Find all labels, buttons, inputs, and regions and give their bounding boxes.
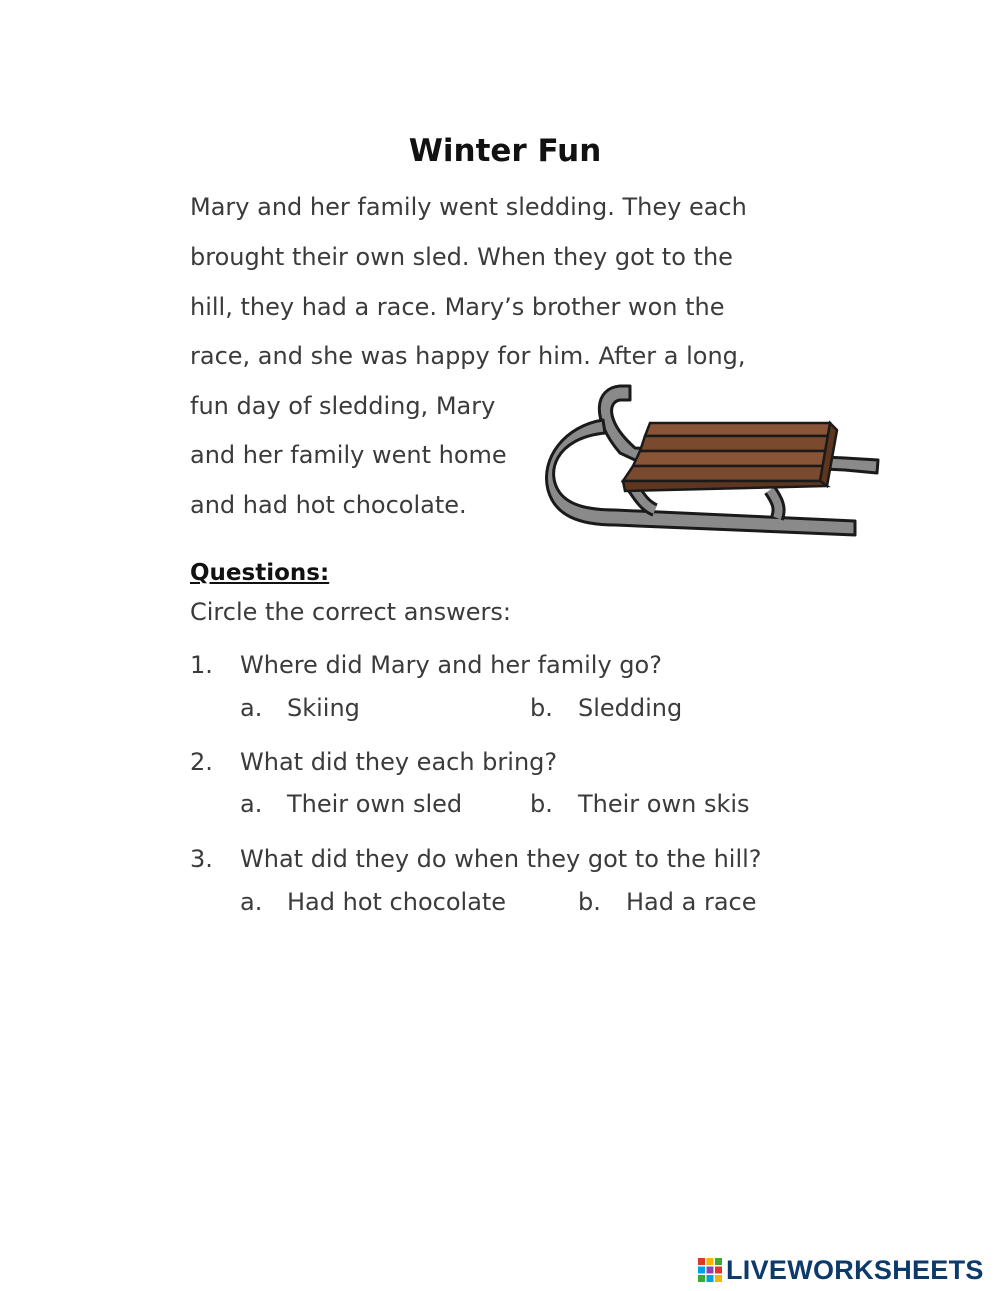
questions-heading: Questions: [190,560,330,586]
question-text: Where did Mary and her family go? [240,651,662,679]
answer-option-q3-b[interactable]: Had a race [626,888,757,916]
story-line: race, and she was happy for him. After a long, [190,342,746,370]
question-number: 3. [190,845,213,873]
story-line: brought their own sled. When they got to the [190,243,733,271]
brand-name: LIVEWORKSHEETS [726,1255,984,1285]
answer-option-q1-a[interactable]: Skiing [287,694,360,722]
page-title: Winter Fun [408,133,602,169]
answer-option-q2-b[interactable]: Their own skis [578,790,750,818]
story-line: and had hot chocolate. [190,491,467,519]
story-line: fun day of sledding, Mary [190,392,496,420]
answer-option-q2-a[interactable]: Their own sled [287,790,463,818]
answer-option-letter[interactable]: b. [530,790,553,818]
answer-option-letter[interactable]: b. [578,888,601,916]
story-line: hill, they had a race. Mary’s brother won the [190,293,725,321]
answer-option-q3-a[interactable]: Had hot chocolate [287,888,507,916]
answer-option-letter[interactable]: b. [530,694,553,722]
question-text: What did they each bring? [240,748,558,776]
sled-illustration [545,378,885,548]
footer-brand[interactable] [697,1256,984,1284]
answer-option-q1-b[interactable]: Sledding [578,694,683,722]
story-line: Mary and her family went sledding. They each [190,193,747,221]
answer-option-letter[interactable]: a. [240,790,263,818]
question-number: 1. [190,651,213,679]
question-text: What did they do when they got to the hill? [240,845,762,873]
question-number: 2. [190,748,213,776]
answer-option-letter[interactable]: a. [240,888,263,916]
liveworksheets-logo-icon [697,1257,723,1283]
answer-option-letter[interactable]: a. [240,694,263,722]
instructions: Circle the correct answers: [190,598,511,626]
story-line: and her family went home [190,441,507,469]
